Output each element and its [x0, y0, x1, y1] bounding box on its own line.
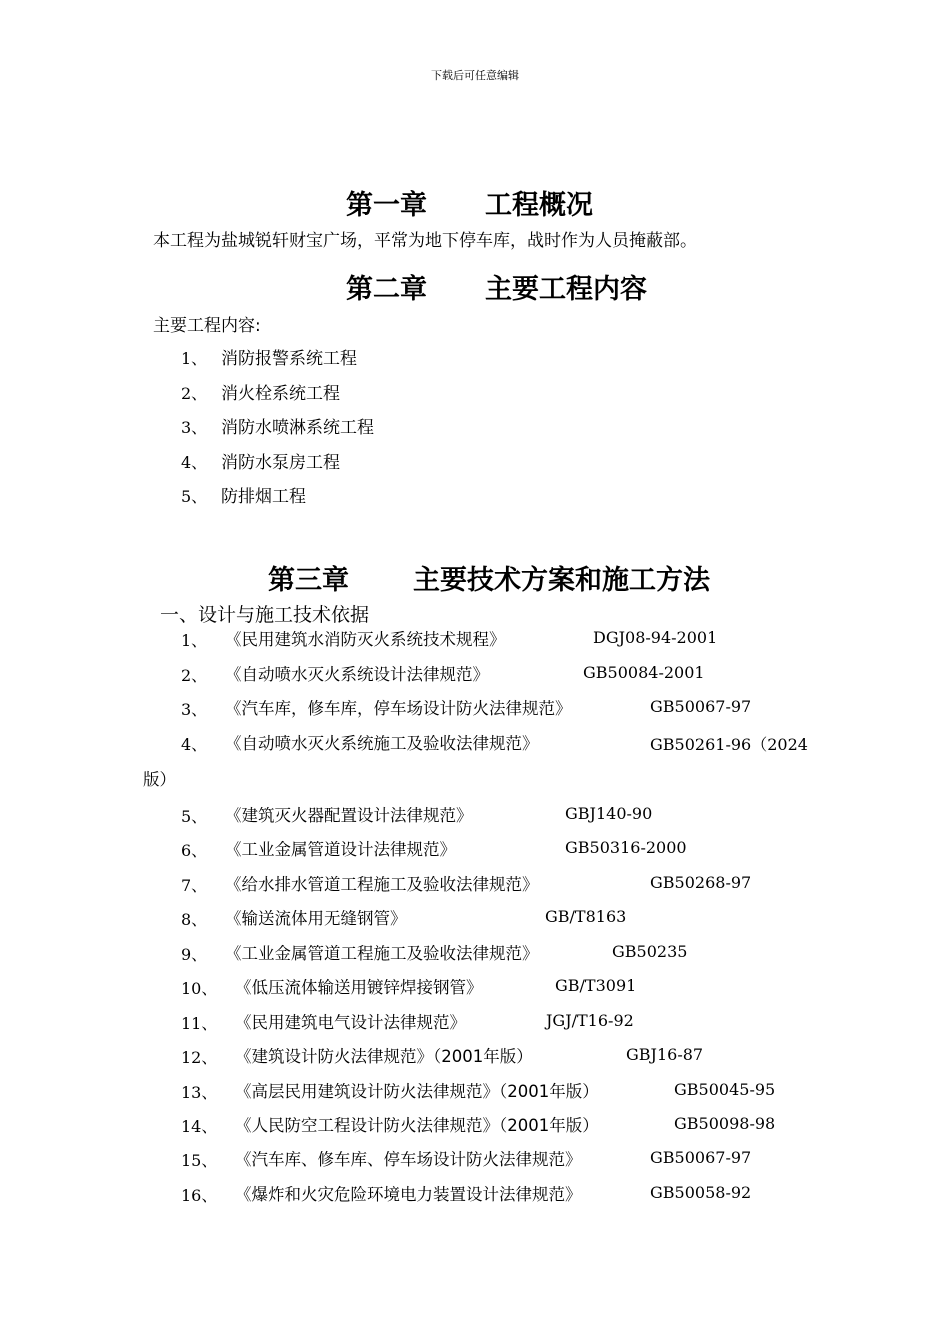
chapter-1-title: 工程概况 [485, 190, 593, 221]
list-item-text: 消防水喷淋系统工程 [221, 418, 374, 438]
list-item-number: 3、 [181, 418, 208, 437]
reference-code: GB50316-2000 [565, 838, 687, 857]
reference-title: 《给水排水管道工程施工及验收法律规范》 [225, 875, 539, 894]
reference-number: 3、 [181, 700, 208, 719]
reference-code: GB/T8163 [545, 907, 627, 926]
list-item-text: 消防报警系统工程 [221, 349, 357, 369]
chapter-3-heading [268, 558, 710, 597]
reference-number: 10、 [181, 979, 218, 998]
reference-number: 16、 [181, 1186, 218, 1205]
reference-number: 4、 [181, 735, 208, 754]
reference-number: 15、 [181, 1151, 218, 1170]
reference-number: 14、 [181, 1117, 218, 1136]
list-item-number: 1、 [181, 349, 208, 368]
chapter-1-heading [346, 183, 593, 222]
reference-code: GB50261-96（2024 [650, 735, 808, 754]
reference-number: 7、 [181, 876, 208, 895]
list-item-text: 消火栓系统工程 [221, 384, 340, 404]
reference-number: 13、 [181, 1083, 218, 1102]
chapter-2-number: 第二章 [346, 274, 427, 305]
reference-number: 12、 [181, 1048, 218, 1067]
chapter-3-number: 第三章 [268, 565, 349, 596]
chapter-2-intro: 主要工程内容: [153, 316, 261, 336]
reference-title: 《民用建筑电气设计法律规范》 [235, 1013, 466, 1032]
reference-title: 《自动喷水灭火系统施工及验收法律规范》 [225, 734, 539, 753]
reference-title: 《低压流体输送用镀锌焊接钢管》 [235, 978, 483, 997]
list-item-text: 防排烟工程 [221, 487, 306, 507]
reference-title: 《汽车库、修车库、停车场设计防火法律规范》 [235, 1150, 582, 1169]
reference-code: GB50084-2001 [583, 663, 705, 682]
reference-title: 《输送流体用无缝钢管》 [225, 909, 407, 928]
reference-code: GB50067-97 [650, 1148, 752, 1167]
reference-title: 《高层民用建筑设计防火法律规范》（2001年版） [235, 1082, 599, 1101]
chapter-1-number: 第一章 [346, 190, 427, 221]
reference-code: GB50235 [612, 942, 688, 961]
reference-number: 11、 [181, 1014, 218, 1033]
reference-code: GB50268-97 [650, 873, 752, 892]
reference-number: 6、 [181, 841, 208, 860]
header-note: 下载后可任意编辑 [431, 69, 519, 82]
reference-title: 《民用建筑水消防灭火系统技术规程》 [225, 630, 506, 649]
reference-number: 1、 [181, 631, 208, 650]
reference-title: 《自动喷水灭火系统设计法律规范》 [225, 665, 489, 684]
reference-title: 《汽车库，修车库，停车场设计防火法律规范》 [225, 699, 572, 718]
reference-title: 《工业金属管道工程施工及验收法律规范》 [225, 944, 539, 963]
reference-code: GBJ16-87 [626, 1045, 704, 1064]
reference-number: 9、 [181, 945, 208, 964]
reference-title: 《建筑灭火器配置设计法律规范》 [225, 806, 473, 825]
reference-code: GB/T3091 [555, 976, 637, 995]
reference-title: 《工业金属管道设计法律规范》 [225, 840, 456, 859]
reference-code: GB50045-95 [674, 1080, 776, 1099]
reference-code: DGJ08-94-2001 [593, 628, 718, 647]
reference-code: GB50067-97 [650, 697, 752, 716]
reference-number: 2、 [181, 666, 208, 685]
reference-title: 《建筑设计防火法律规范》（2001年版） [235, 1047, 533, 1066]
reference-code: JGJ/T16-92 [546, 1011, 634, 1030]
reference-title: 《人民防空工程设计防火法律规范》（2001年版） [235, 1116, 599, 1135]
list-item-number: 4、 [181, 453, 208, 472]
reference-continuation: 版） [143, 770, 176, 789]
chapter-2-heading [346, 267, 647, 306]
list-item-number: 2、 [181, 384, 208, 403]
list-item-text: 消防水泵房工程 [221, 453, 340, 473]
list-item-number: 5、 [181, 487, 208, 506]
chapter-3-title: 主要技术方案和施工方法 [413, 565, 710, 596]
reference-code: GB50098-98 [674, 1114, 776, 1133]
chapter-1-body: 本工程为盐城锐轩财宝广场，平常为地下停车库，战时作为人员掩蔽部。 [153, 231, 697, 251]
chapter-2-title: 主要工程内容 [485, 274, 647, 305]
reference-number: 8、 [181, 910, 208, 929]
section-1-heading: 一、设计与施工技术依据 [160, 604, 370, 626]
reference-code: GB50058-92 [650, 1183, 752, 1202]
reference-title: 《爆炸和火灾危险环境电力装置设计法律规范》 [235, 1185, 582, 1204]
reference-number: 5、 [181, 807, 208, 826]
reference-code: GBJ140-90 [565, 804, 653, 823]
